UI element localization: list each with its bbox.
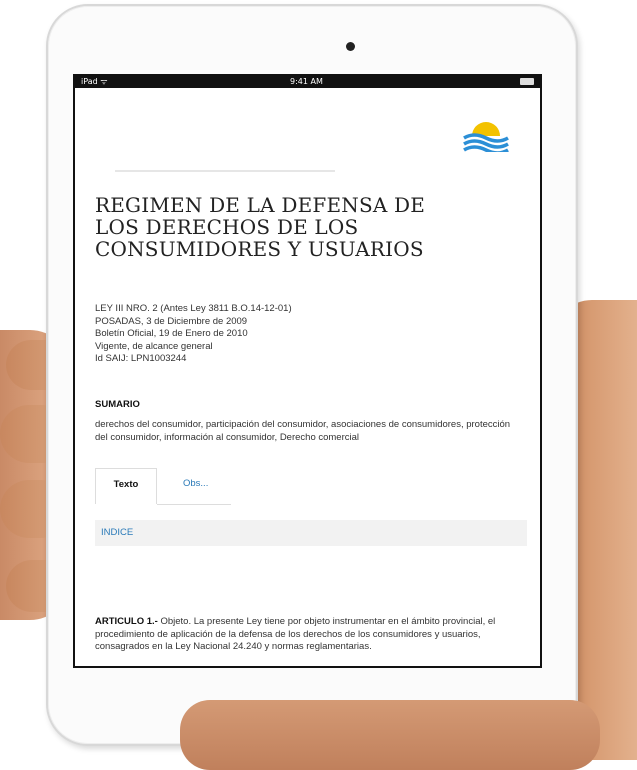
front-camera (346, 42, 355, 51)
sun-over-waves-logo-icon (462, 118, 510, 152)
meta-line: Id SAIJ: LPN1003244 (95, 353, 187, 364)
indice-link[interactable]: INDICE (95, 520, 527, 546)
tab-underline (157, 504, 231, 505)
tab-texto[interactable]: Texto (95, 468, 157, 504)
document-tabs (95, 468, 535, 506)
header-divider (115, 170, 335, 172)
carrier-label: iPad ᯤ (81, 77, 108, 86)
meta-line: Vigente, de alcance general (95, 340, 213, 352)
right-thumb (180, 700, 600, 770)
status-bar (75, 76, 540, 88)
sumario-heading: SUMARIO (95, 399, 140, 410)
meta-line: Boletín Oficial, 19 de Enero de 2010 (95, 328, 248, 339)
tablet-screen (73, 74, 542, 668)
meta-line: LEY III NRO. 2 (Antes Ley 3811 B.O.14-12-01) (95, 303, 292, 314)
battery-icon (520, 78, 534, 85)
article-heading: ARTICULO 1.- (95, 616, 158, 627)
article-text: Objeto. La presente Ley tiene por objeto instrumentar en el ámbito provincial, el procedimiento de aplicación de la defensa de los derechos de los consumidores y usuarios, consagrados en la Ley Nacional 24.240 y normas reglamentarias. (95, 616, 496, 652)
document-title: REGIMEN DE LA DEFENSA DE LOS DERECHOS DE LOS CONSUMIDORES Y USUARIOS (95, 193, 426, 261)
sumario-text: derechos del consumidor, participación del consumidor, asociaciones de consumidores, protección del consumidor, información al consumidor, Derecho comercial (95, 419, 511, 443)
meta-line: POSADAS, 3 de Diciembre de 2009 (95, 315, 248, 327)
article-1 (95, 616, 525, 654)
document-meta (95, 303, 292, 366)
tab-obs[interactable]: Obs... (183, 478, 209, 489)
clock: 9:41 AM (290, 77, 323, 86)
